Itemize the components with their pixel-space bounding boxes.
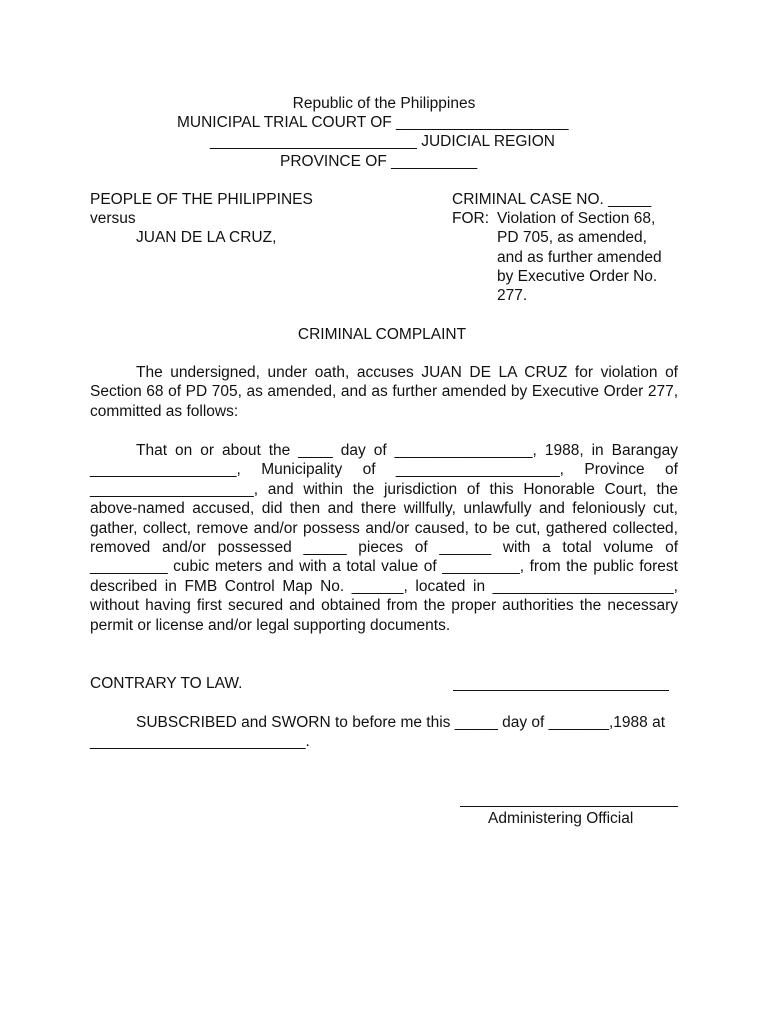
official-signature-line (460, 806, 678, 807)
contrary-to-law: CONTRARY TO LAW. (90, 675, 243, 692)
header-region: ________________________ JUDICIAL REGION (210, 133, 555, 150)
complaint-facts-paragraph (90, 441, 678, 635)
caption-for-line: PD 705, as amended, (497, 229, 647, 246)
caption-versus: versus (90, 210, 136, 227)
jurat-text: SUBSCRIBED and SWORN to before me this _____ day of _______,1988 at _________________________. (90, 714, 666, 751)
administering-official-label: Administering Official (488, 810, 634, 827)
caption-for-line: 277. (497, 287, 528, 304)
header-republic: Republic of the Philippines (292, 95, 476, 112)
intro-text: The undersigned, under oath, accuses JUAN DE LA CRUZ for violation of Section 68 of PD 705, as amended, and as further amended by Executive Order 277, committed as follows: (90, 364, 678, 420)
complaint-intro-paragraph (90, 363, 678, 421)
header-province: PROVINCE OF __________ (280, 153, 478, 170)
caption-for-line: Violation of Section 68, (497, 210, 656, 227)
header-court: MUNICIPAL TRIAL COURT OF ____________________ (177, 114, 569, 131)
caption-for-line: and as further amended (497, 249, 662, 266)
jurat-paragraph (90, 713, 678, 752)
caption-case-no: CRIMINAL CASE NO. _____ (452, 191, 652, 208)
facts-text: That on or about the ____ day of ________________, 1988, in Barangay _________________, Municipality of ___________________, Province of ___________________, and within the jurisdiction of this Honorable Court, the above-named accused, did then and there willfully, unlawfully and feloniously cut, gather, collect, remove and/or possess and/or caused, to be cut, gathered collected, removed and/or possessed _____ pieces of ______ with a total volume of _________ cubic meters and with a total value of _________, from the public forest described in FMB Control Map No. ______, located in _____________________, without having first secured and obtained from the proper authorities the necessary permit or license and/or legal supporting documents. (90, 442, 678, 634)
caption-plaintiff: PEOPLE OF THE PHILIPPINES (90, 191, 313, 208)
caption-accused: JUAN DE LA CRUZ, (136, 229, 277, 246)
caption-for-line: by Executive Order No. (497, 268, 658, 285)
document-title: CRIMINAL COMPLAINT (297, 326, 467, 343)
caption-for-label: FOR: (452, 210, 490, 227)
complainant-signature-line (453, 690, 669, 691)
